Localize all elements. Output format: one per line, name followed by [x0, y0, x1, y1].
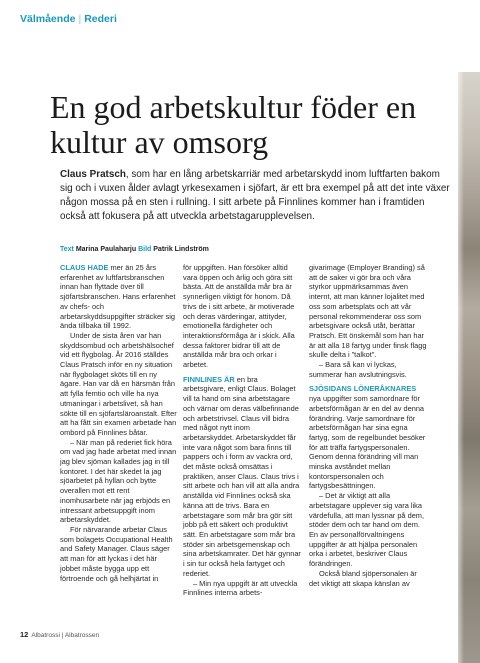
paragraph	[309, 384, 428, 491]
page-footer	[20, 630, 99, 639]
paragraph	[60, 263, 179, 331]
ingress-text: , som har en lång arbetskarriär med arbetarskydd inom luftfarten bakom sig och i vuxen ålder avlagt yrkesexamen i sjöfart, är ett bra exempel på att det inte växer någon mossa på en sten i rullning. I sitt arbete på Finnlines kommer han i framtiden också att fokusera på att utveckla arbetstagarupplevelsen.	[60, 169, 450, 222]
byline-text-author: Marina Paulaharju	[75, 246, 137, 253]
page-number: 12	[20, 630, 29, 639]
paragraph-lead: SJÖSIDANS LÖNERÅKNARES	[309, 384, 417, 394]
section-separator: |	[78, 13, 82, 25]
byline-text-label: Text	[60, 246, 74, 253]
ingress-name: Claus Pratsch	[60, 169, 126, 180]
article-ingress	[60, 168, 452, 224]
article-column-1	[60, 263, 179, 583]
paragraph: – Bara så kan vi lyckas, summerar han avslutningsvis.	[309, 360, 407, 379]
section-label: Välmående	[20, 13, 76, 25]
paragraph-text: nya uppgifter som samordnare för arbetsförmågan är en del av denna förändring. Varje samordnare för arbetsförmågan har sina egna fartyg, som de regelbundet besöker för att träffa fartygspersonalen. Genom denna förändring vill man minska avståndet mellan kontorspersonalen och fartygsbesättningen.	[309, 394, 426, 491]
article-column-3	[309, 263, 428, 588]
magazine-name: Albatrossi | Albatrossen	[31, 632, 100, 639]
paragraph-text: en bra arbetsgivare, enligt Claus. Bolaget vill ta hand om sina arbetstagare och värnar om deras välbefinnande och arbetstrivsel. Claus vill bidra med något nytt inom arbetarskyddet. Arbetarskyddet får inte vara något som bara finns till pappers och i form av vackra ord, det måste också omsättas i praktiken, anser Claus. Claus trivs i sitt arbete och han vill att alla andra anställda vid Finnlines också ska känna att de trivs. Bara en arbetstagare som mår bra gör sitt jobb på ett säkert och produktivt sätt. En arbetstagare som mår bra stöder sin arbetsgemenskap och sina arbetskamrater. Det här gynnar i sin tur också hela fartyget och rederiet.	[183, 374, 301, 578]
paragraph: för uppgiften. Han försöker alltid vara öppen och ärlig och göra sitt bästa. Att de anställda mår bra är synnerligen viktigt för honom. Då trivs de i sitt arbete, är motiverade och deras värderingar, attityder, emotionella färdigheter och interaktionsförmåga är i skick. Alla dessa faktorer bidrar till att de anställda mår bra och orkar i arbetet.	[183, 263, 295, 370]
section-header	[20, 13, 117, 25]
paragraph-lead: FINNLINES ÄR	[183, 374, 235, 384]
paragraph: givarimage (Employer Branding) så att de saker vi gör bra och våra styrkor uppmärksammas även internt, att man känner lojalitet med oss som arbetsplats och att vår personal rekommenderar oss som arbetsgivare också utåt, berättar Pratsch. Ett önskemål som han har är att alla 18 fartyg under finsk flagg skulle delta i ”talkot”.	[309, 263, 427, 360]
article-column-2	[183, 263, 302, 598]
byline-photo-author: Patrik Lindström	[153, 246, 209, 253]
byline	[60, 246, 209, 253]
subsection-label: Rederi	[84, 13, 117, 25]
paragraph: – Det är viktigt att alla arbetstagare upplever sig vara lika värdefulla, att man lyssnar på dem, stöder dem och tar hand om dem. En av personalförvaltningens uppgifter är att hjälpa personalen orka i arbetet, beskriver Claus förändringen.	[309, 491, 425, 569]
paragraph: För närvarande arbetar Claus som bolagets Occupational Health and Safety Manager. Claus säger att man för att lyckas i det här jobbet måste bygga upp ett förtroende och gå helhjärtat in	[60, 524, 173, 583]
paragraph: – Min nya uppgift är att utveckla Finnlines interna arbets-	[183, 578, 298, 598]
article-headline: En god arbetskultur föder en kultur av omsorg	[50, 89, 417, 160]
paragraph-lead: CLAUS HADE	[60, 263, 109, 272]
paragraph: – När man på rederiet fick höra om vad jag hade arbetat med innan jag blev sjöman kallades jag in till kontoret. I det här skedet la jag sjöarbetet på hyllan och bytte overallen mot ett rent inomhusarbete när jag erbjöds en intressant arbetsuppgift inom arbetarskyddet.	[60, 437, 177, 525]
paragraph: Under de sista åren var han skyddsombud och arbetshälsochef vid ett flygbolag. År 2016 ställdes Claus Pratsch inför en ny situation när flygbolaget sköts till en ny ägare. Han var då en härsmän från att fylla femtio och ville ha nya utmaningar i arbetslivet, så han sökte till en sjöfartsläroanstalt. Efter att ha fått sin examen arbetade han ombord på Finnlines båtar.	[60, 330, 177, 437]
photo-shade	[458, 72, 464, 663]
byline-photo-label: Bild	[138, 246, 152, 253]
paragraph	[183, 375, 302, 579]
paragraph: Också bland sjöpersonalen är det viktigt att skapa känslan av	[309, 568, 417, 588]
paragraph-text: mer än 25 års erfarenhet av luftfartsbranschen innan han flyttade över till sjöfartsbranschen. Hans erfarenhet av chefs- och arbetarskyddsuppgifter sträcker sig ända tillbaka till 1992.	[60, 263, 176, 331]
article-photo-edge	[458, 72, 480, 663]
